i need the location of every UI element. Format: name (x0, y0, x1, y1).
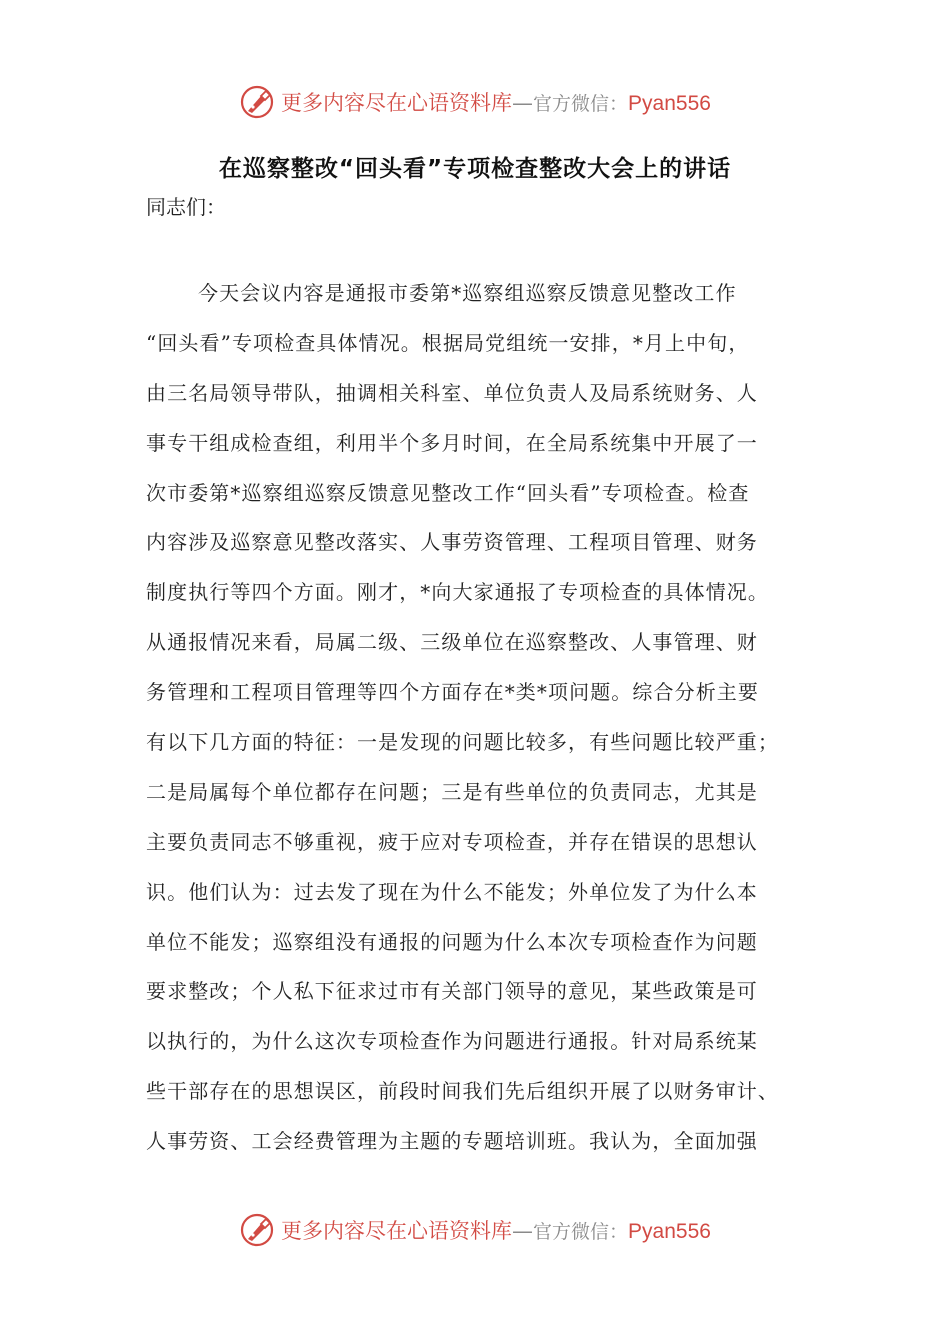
body-line: 有以下几方面的特征：一是发现的问题比较多，有些问题比较严重； (146, 730, 779, 755)
banner-wechat-label: 官方微信： (533, 1221, 629, 1243)
body-paragraph (146, 278, 816, 1176)
body-line: 事专干组成检查组，利用半个多月时间，在全局系统集中开展了一 (146, 430, 758, 455)
body-line: 单位不能发；巡察组没有通报的问题为什么本次专项检查作为问题 (146, 929, 758, 954)
body-line: 以执行的，为什么这次专项检查作为问题进行通报。针对局系统某 (146, 1029, 758, 1054)
banner-wechat-label: 官方微信： (533, 93, 629, 115)
body-line: 从通报情况来看，局属二级、三级单位在巡察整改、人事管理、财 (146, 630, 758, 655)
banner-account: Pyan556 (628, 1220, 711, 1243)
body-line: 次市委第*巡察组巡察反馈意见整改工作“回头看”专项检查。检查 (146, 480, 750, 505)
banner-main-text: 更多内容尽在心语资料库 (281, 1219, 513, 1243)
banner-separator: — (512, 91, 534, 115)
pen-nib-logo-icon (239, 1212, 275, 1248)
document-title: 在巡察整改“回头看”专项检查整改大会上的讲话 (218, 156, 732, 182)
body-line: 识。他们认为：过去发了现在为什么不能发；外单位发了为什么本 (146, 879, 758, 904)
header-banner (0, 80, 950, 124)
pen-nib-logo-icon (239, 84, 275, 120)
body-line: 由三名局领导带队，抽调相关科室、单位负责人及局系统财务、人 (146, 380, 758, 405)
body-line: 些干部存在的思想误区，前段时间我们先后组织开展了以财务审计、 (146, 1079, 779, 1104)
body-line: 今天会议内容是通报市委第*巡察组巡察反馈意见整改工作 (198, 281, 737, 305)
body-line: 主要负责同志不够重视，疲于应对专项检查，并存在错误的思想认 (146, 829, 758, 854)
body-line: 内容涉及巡察意见整改落实、人事劳资管理、工程项目管理、财务 (146, 530, 758, 555)
banner-text (281, 1215, 711, 1245)
body-line: 制度执行等四个方面。刚才，*向大家通报了专项检查的具体情况。 (146, 580, 769, 605)
body-line: 二是局属每个单位都存在问题；三是有些单位的负责同志，尤其是 (146, 779, 758, 804)
body-line: “回头看”专项检查具体情况。根据局党组统一安排，*月上中旬， (146, 330, 750, 355)
banner-main-text: 更多内容尽在心语资料库 (281, 91, 513, 115)
banner-account: Pyan556 (628, 92, 711, 115)
banner-separator: — (512, 1219, 534, 1243)
footer-banner (0, 1208, 950, 1252)
body-line: 务管理和工程项目管理等四个方面存在*类*项问题。综合分析主要 (146, 680, 759, 705)
salutation: 同志们： (146, 195, 226, 219)
banner-text (281, 87, 711, 117)
body-line: 人事劳资、工会经费管理为主题的专题培训班。我认为，全面加强 (146, 1129, 758, 1154)
body-line: 要求整改；个人私下征求过市有关部门领导的意见，某些政策是可 (146, 979, 758, 1004)
